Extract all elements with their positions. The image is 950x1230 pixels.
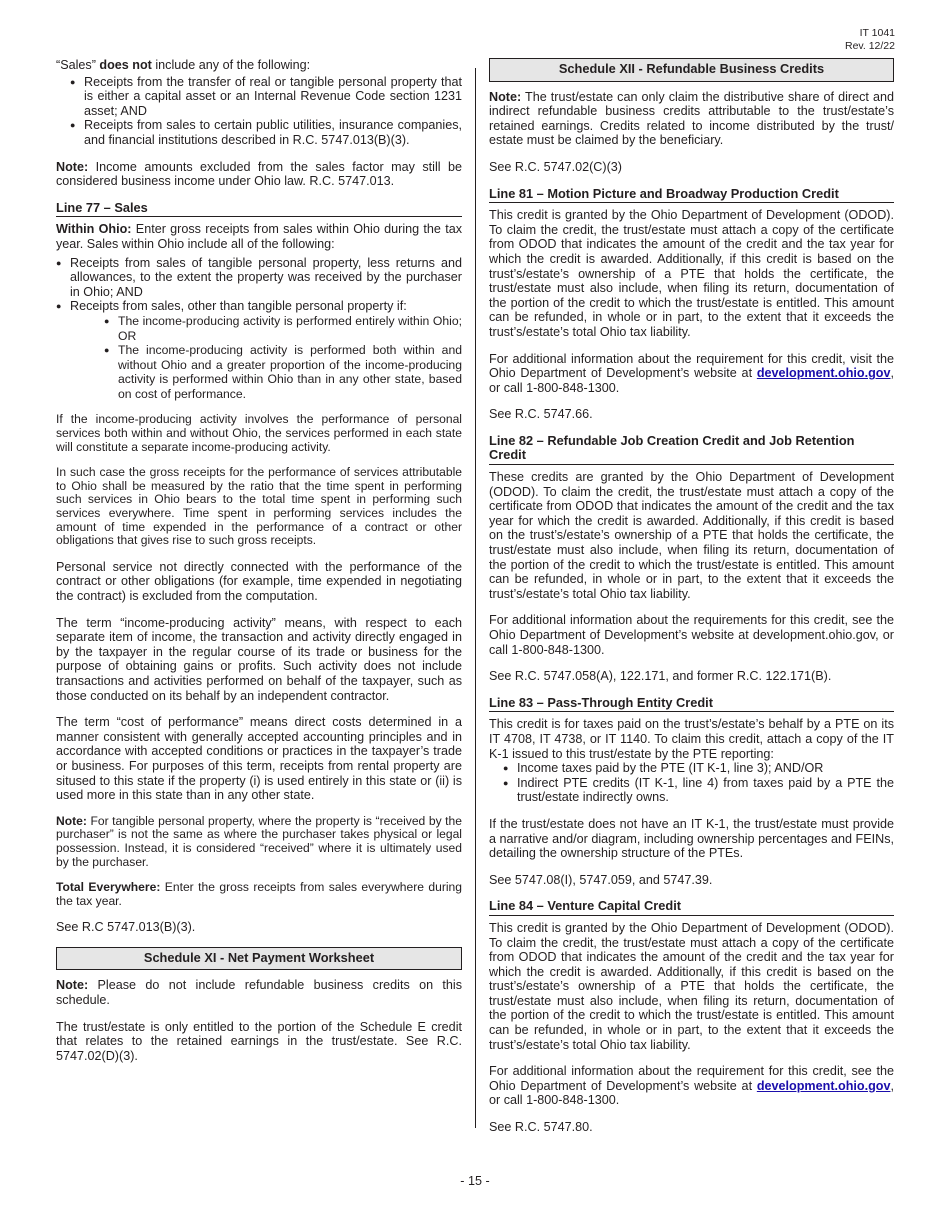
list-item: ● Indirect PTE credits (IT K-1, line 4) from taxes paid by a PTE the trust/estate indirectly owns. — [517, 776, 894, 805]
note-refundable: Note: Please do not include refundable business credits on this schedule. — [56, 978, 462, 1008]
page-number: - 15 - — [460, 1174, 490, 1188]
development-ohio-link[interactable]: development.ohio.gov — [756, 366, 891, 381]
line-83-list — [489, 761, 894, 805]
within-ohio-list — [56, 256, 462, 314]
form-id: IT 1041 — [859, 27, 895, 39]
sales-intro: “Sales” does not include any of the following: — [56, 58, 311, 72]
right-column — [489, 58, 894, 1147]
line-82-see: See R.C. 5747.058(A), 122.171, and former R.C. 122.171(B). — [489, 669, 832, 684]
form-header — [845, 27, 895, 53]
such-case-para: In such case the gross receipts for the performance of services attributable to Ohio shall be measured by the ratio that the time spent in performing such services in Ohio bears to the total time spent in performing such services everywhere. Time spent in performing services includes the amount of time expended in the performance of a contract or other obligations that gives rise to such gross receipts. — [56, 465, 462, 548]
list-item: ● Receipts from sales, other than tangible personal property if: — [70, 299, 462, 314]
list-item: ● Receipts from sales to certain public utilities, insurance companies, and financial institutions described in R.C. 5747.013(B)(3). — [84, 118, 462, 147]
list-item: ● Receipts from the transfer of real or tangible personal property that is either a capital asset or an Internal Revenue Code section 1231 asset; AND — [84, 75, 462, 119]
cost-performance-term-para: The term “cost of performance” means direct costs determined in a manner consistent with generally accepted accounting principles and in accordance with accepted conditions or practices in the taxpayer’s trade or business. For purposes of this term, receipts from rental property are sitused to this state if the property (i) is used entirely in this state or (ii) is used more in this state than in any other state. — [56, 715, 462, 803]
line-77-heading: Line 77 – Sales — [56, 201, 462, 218]
line-81-see: See R.C. 5747.66. — [489, 407, 593, 422]
line-81-heading: Line 81 – Motion Picture and Broadway Production Credit — [489, 187, 894, 204]
list-item: ● Income taxes paid by the PTE (IT K-1, line 3); AND/OR — [517, 761, 894, 776]
note-distributive-share: Note: The trust/estate can only claim the distributive share of direct and indirect refundable business credits attributable to the trust/estate’s retained earnings. Credits related to income distributed by the trust/ estate must be claimed by the beneficiary. — [489, 89, 894, 148]
schedule-xii-heading: Schedule XII - Refundable Business Credits — [489, 58, 894, 82]
line-84-info: For additional information about the requirement for this credit, see the Ohio Department of Development’s website at development.ohio.gov, or call 1-800-848-1300. — [489, 1064, 894, 1108]
line-83-see: See 5747.08(I), 5747.059, and 5747.39. — [489, 872, 713, 887]
line-83-heading: Line 83 – Pass-Through Entity Credit — [489, 696, 894, 713]
column-divider — [475, 68, 476, 1128]
note-tangible-property: Note: For tangible personal property, where the property is “received by the purchaser” is not the same as where the purchaser takes physical or legal possession. Instead, it is considered “received” where it is ultimately used by the purchaser. — [56, 813, 462, 869]
line-84-see: See R.C. 5747.80. — [489, 1120, 593, 1135]
schedule-xi-heading: Schedule XI - Net Payment Worksheet — [56, 947, 462, 971]
list-item: ● The income-producing activity is performed entirely within Ohio; OR — [118, 314, 462, 343]
line-83-text: This credit is for taxes paid on the trust’s/estate’s behalf by a PTE on its IT 4708, IT 4738, or IT 1140. To claim this credit, attach a copy of the IT K-1 issued to this trust/estate by the PTE reporting: — [489, 717, 894, 761]
trust-entitled-para: The trust/estate is only entitled to the portion of the Schedule E credit that relates to the retained earnings in the trust/estate. See R.C. 5747.02(D)(3). — [56, 1019, 462, 1063]
form-revision: Rev. 12/22 — [844, 40, 895, 52]
line-82-heading: Line 82 – Refundable Job Creation Credit and Job Retention Credit — [489, 434, 894, 465]
see-rc-5747-02: See R.C. 5747.02(C)(3) — [489, 159, 622, 174]
development-ohio-link[interactable]: development.ohio.gov — [756, 1078, 891, 1093]
list-item: ● The income-producing activity is performed both within and without Ohio and a greater proportion of the income-producing activity is performed within Ohio than in any other state, based on cost of performance. — [118, 343, 462, 401]
line-82-text: These credits are granted by the Ohio Department of Development (ODOD). To claim the credit, the trust/estate must attach a copy of the certificate from ODOD that indicates the amount of the credit and the tax year for which the credit is awarded. Additionally, if this credit is based on the trust’s/estate’s ownership of a PTE that holds the certificate, the trust/estate must also include, when filing its return, documentation of the portion of the credit to which the trust/estate is entitled. This amount can be refunded, in whole or in part, to the extent that it exceeds the trust’s/estate’s total Ohio tax liability. — [489, 470, 894, 601]
services-para: If the income-producing activity involves the performance of personal services both within and without Ohio, the services performed in each state will constitute a separate income-producing activity. — [56, 412, 462, 454]
line-83-text2: If the trust/estate does not have an IT K-1, the trust/estate must provide a narrative and/or diagram, including ownership percentages and FEINs, detailing the ownership structure of the PTEs. — [489, 816, 894, 861]
within-ohio-sublist — [56, 314, 462, 402]
personal-service-para: Personal service not directly connected with the performance of the contract or other obligations (for example, time expended in negotiating the contract) is excluded from the computation. — [56, 559, 462, 603]
note-income-excluded: Note: Income amounts excluded from the sales factor may still be considered business income under Ohio law. R.C. 5747.013. — [56, 159, 462, 189]
line-84-text: This credit is granted by the Ohio Department of Development (ODOD). To claim the credit, the trust/estate must attach a copy of the certificate from ODOD that indicates the amount of the credit and the tax year for which the credit is awarded. Additionally, if this credit is based on the trust’s/estate’s ownership of a PTE that holds the certificate, the trust/estate must also include, when filing its return, documentation of the portion of the credit to which the trust/estate is entitled. This amount can be refunded, in whole or in part, to the extent that it exceeds the trust’s/estate’s total Ohio tax liability. — [489, 920, 894, 1052]
line-82-info: For additional information about the requirements for this credit, see the Ohio Department of Development’s website at development.ohio.gov, or call 1-800-848-1300. — [489, 613, 894, 657]
left-column — [56, 58, 462, 1075]
income-producing-term-para: The term “income-producing activity” means, with respect to each separate item of income, the transaction and activity directly engaged in by the taxpayer in the regular course of its trade or business for the purpose of obtaining gains or profits. Such activity does not include transactions and activities performed on behalf of the taxpayer, such as those conducted on its behalf by an independent contractor. — [56, 615, 462, 703]
see-rc-5747-013: See R.C 5747.013(B)(3). — [56, 920, 196, 935]
total-everywhere-para: Total Everywhere: Enter the gross receipts from sales everywhere during the tax year. — [56, 880, 462, 908]
line-81-text: This credit is granted by the Ohio Department of Development (ODOD). To claim the credit, the trust/estate must attach a copy of the certificate from ODOD that indicates the amount of the credit and the tax year for which the credit is awarded. Additionally, if this credit is based on the trust’s/estate’s ownership of a PTE that holds the certificate, the trust/estate must also include, when filing its return, documentation of the portion of the credit to which the trust/estate is entitled. This amount can be refunded, in whole or in part, to the extent that it exceeds the trust’s/estate’s total Ohio tax liability. — [489, 208, 894, 339]
list-item: ● Receipts from sales of tangible personal property, less returns and allowances, to the extent the property was received by the purchaser in Ohio; AND — [70, 256, 462, 300]
line-84-heading: Line 84 – Venture Capital Credit — [489, 899, 894, 916]
line-81-info: For additional information about the requirement for this credit, visit the Ohio Department of Development’s website at development.ohio.gov, or call 1-800-848-1300. — [489, 351, 894, 395]
within-ohio-para: Within Ohio: Enter gross receipts from sales within Ohio during the tax year. Sales within Ohio include all of the following: — [56, 222, 462, 251]
sales-exclusions-list — [56, 75, 462, 148]
